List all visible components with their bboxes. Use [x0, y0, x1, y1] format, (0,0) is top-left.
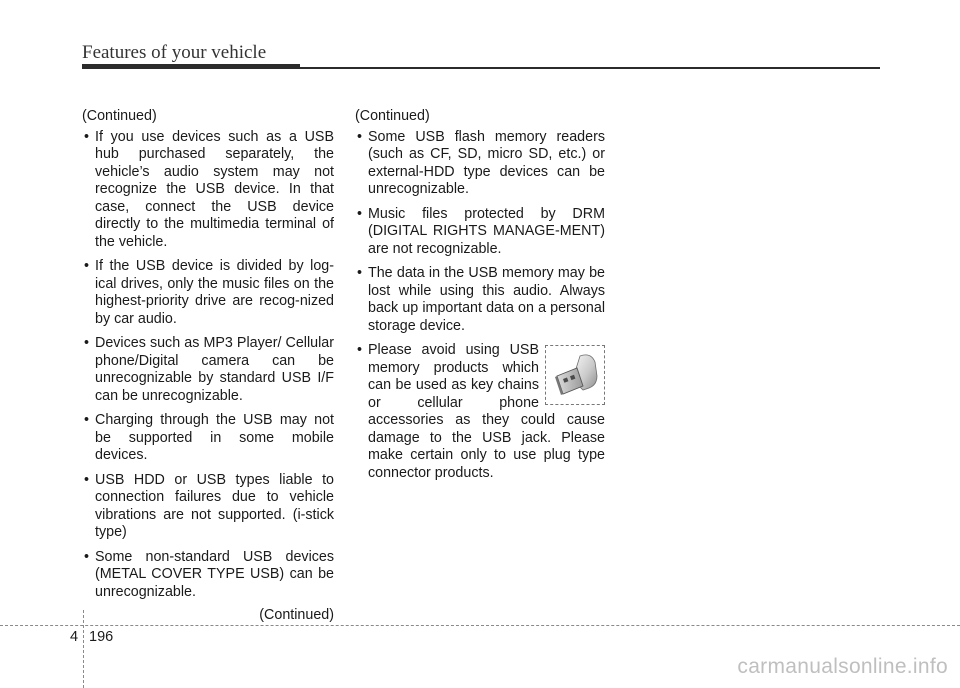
- bullet-item: • If you use devices such as a USB hub purchased separately, the vehicle’s audio system may not recognize the USB device. In that case, connect the USB device directly to the multimedia terminal of the vehicle.: [82, 129, 334, 252]
- bullet-text: Please avoid using USB memory products which can be used as key chains or cellular phone accessories as they could cause damage to the USB jack. Please make certain only to use plug type connector products.: [368, 342, 605, 481]
- chapter-number: 4: [70, 629, 79, 645]
- bullet-item: • Some non-standard USB devices (METAL COVER TYPE USB) can be unrecognizable.: [82, 549, 334, 602]
- page-number: 196: [89, 629, 114, 645]
- footer-rule: [0, 625, 960, 626]
- right-column: [355, 108, 605, 489]
- continued-label-bottom: (Continued): [259, 607, 334, 623]
- watermark-text: carmanualsonline.info: [737, 655, 948, 678]
- header-rule-thin: [300, 67, 880, 69]
- page-header-title: Features of your vehicle: [82, 42, 267, 63]
- footer-divider: [83, 610, 84, 688]
- continued-label-top: (Continued): [355, 108, 430, 124]
- left-column: [82, 108, 334, 625]
- bullet-item: • Charging through the USB may not be supported in some mobile devices.: [82, 412, 334, 465]
- continued-label-top: (Continued): [82, 108, 157, 124]
- usb-stick-icon: [545, 345, 605, 405]
- bullet-item: • Devices such as MP3 Player/ Cellular phone/Digital camera can be unrecognizable by standard USB I/F can be unrecognizable.: [82, 335, 334, 405]
- bullet-item: • Music files protected by DRM (DIGITAL RIGHTS MANAGE-MENT) are not recognizable.: [355, 206, 605, 259]
- left-bullet-list: [82, 129, 334, 602]
- right-bullet-list: [355, 129, 605, 483]
- bullet-item: • The data in the USB memory may be lost while using this audio. Always back up important data on a personal storage device.: [355, 265, 605, 335]
- bullet-item-with-figure: [355, 342, 605, 482]
- bullet-item: • USB HDD or USB types liable to connection failures due to vehicle vibrations are not supported. (i-stick type): [82, 472, 334, 542]
- bullet-item: • Some USB flash memory readers (such as CF, SD, micro SD, etc.) or external-HDD type devices can be unrecognizable.: [355, 129, 605, 199]
- bullet-item: • If the USB device is divided by log-ical drives, only the music files on the highest-priority drive are recog-nized by car audio.: [82, 258, 334, 328]
- header-rule-thick: [82, 64, 300, 69]
